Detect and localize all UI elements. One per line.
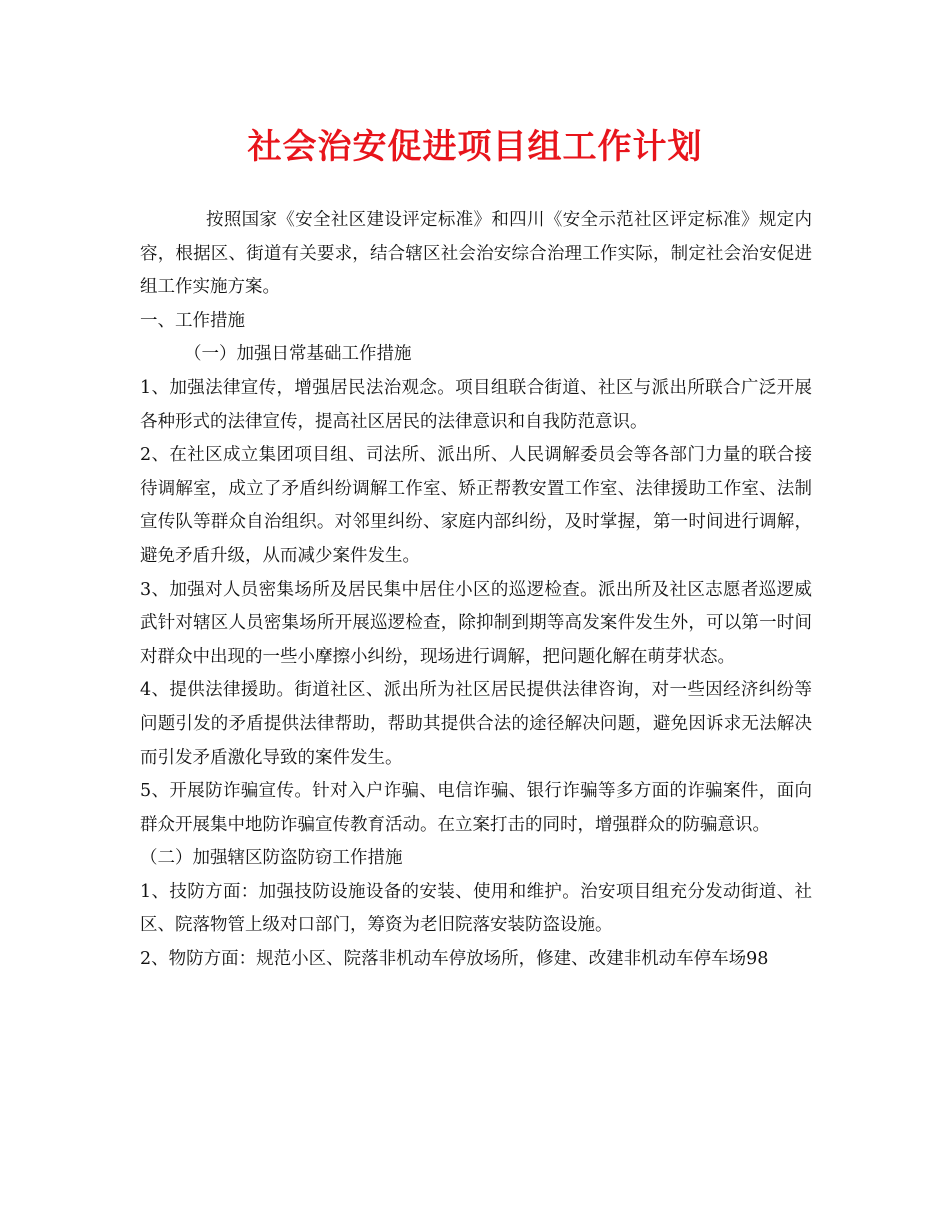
list-item: 5、开展防诈骗宣传。针对入户诈骗、电信诈骗、银行诈骗等多方面的诈骗案件，面向群众开展集中地防诈骗宣传教育活动。在立案打击的同时，增强群众的防骗意识。 (140, 781, 812, 835)
list-item: 2、物防方面：规范小区、院落非机动车停放场所，修建、改建非机动车停车场98 (140, 949, 769, 970)
list-item: 1、加强法律宣传，增强居民法治观念。项目组联合街道、社区与派出所联合广泛开展各种形式的法律宣传，提高社区居民的法律意识和自我防范意识。 (140, 377, 812, 432)
list-item: 1、技防方面：加强技防设施设备的安装、使用和维护。治安项目组充分发动街道、社区、院落物管上级对口部门，筹资为老旧院落安装防盗设施。 (140, 881, 812, 936)
list-item: 2、在社区成立集团项目组、司法所、派出所、人民调解委员会等各部门力量的联合接待调解室，成立了矛盾纠纷调解工作室、矫正帮教安置工作室、法律援助工作室、法制宣传队等群众自治组织。对邻里纠纷、家庭内部纠纷，及时掌握，第一时间进行调解，避免矛盾升级，从而减少案件发生。 (140, 445, 812, 566)
section-heading: 一、工作措施 (140, 310, 245, 331)
list-item: 4、提供法律援助。街道社区、派出所为社区居民提供法律咨询，对一些因经济纠纷等问题引发的矛盾提供法律帮助，帮助其提供合法的途径解决问题，避免因诉求无法解决而引发矛盾激化导致的案件发生。 (140, 680, 812, 768)
document-body (140, 204, 812, 977)
subsection-heading-1: （一）加强日常基础工作措施 (184, 344, 412, 365)
intro-paragraph: 按照国家《安全社区建设评定标准》和四川《安全示范社区评定标准》规定内容，根据区、街道有关要求，结合辖区社会治安综合治理工作实际，制定社会治安促进组工作实施方案。 (140, 210, 812, 298)
document-title: 社会治安促进项目组工作计划 (247, 127, 703, 167)
list-item: 3、加强对人员密集场所及居民集中居住小区的巡逻检查。派出所及社区志愿者巡逻威武针对辖区人员密集场所开展巡逻检查，除抑制到期等高发案件发生外，可以第一时间对群众中出现的一些小摩擦小纠纷，现场进行调解，把问题化解在萌芽状态。 (140, 579, 812, 667)
subsection-heading-2: （二）加强辖区防盗防窃工作措施 (140, 848, 403, 869)
